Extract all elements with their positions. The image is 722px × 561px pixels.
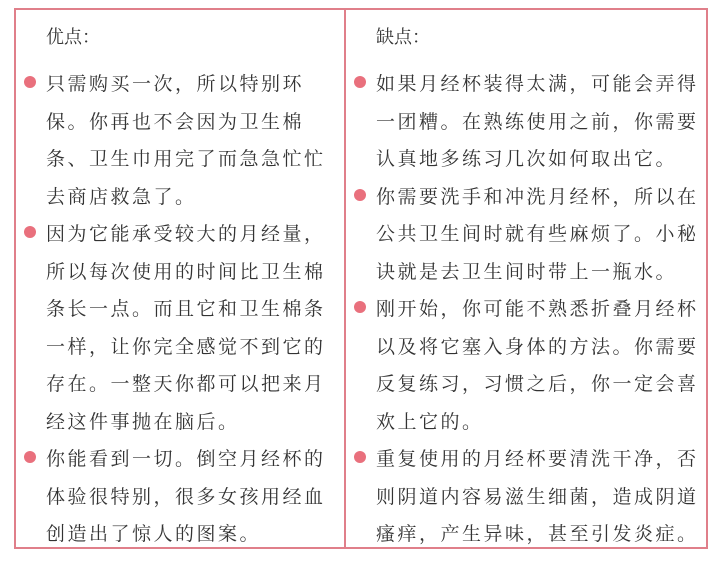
- pros-item-text: 因为它能承受较大的月经量， 所以每次使用的时间比卫生棉 条长一点。而且它和卫生棉条 一样，让你完全感觉不到它的 存在。一整天你都可以把来月 经这件事抛在脑后。: [46, 223, 326, 433]
- pros-item: [16, 66, 344, 216]
- cons-item: [346, 66, 706, 179]
- bullet-dot-icon: [354, 301, 366, 313]
- pros-item-text: 你能看到一切。倒空月经杯的 体验很特别，很多女孩用经血 创造出了惊人的图案。: [46, 448, 326, 545]
- pros-item-text: 只需购买一次，所以特别环 保。你再也不会因为卫生棉 条、卫生巾用完了而急急忙忙 去商店救急了。: [46, 73, 326, 208]
- pros-list: [16, 66, 344, 554]
- bullet-dot-icon: [354, 189, 366, 201]
- cons-item-text: 你需要洗手和冲洗月经杯，所以在 公共卫生间时就有些麻烦了。小秘 诀就是去卫生间时带上一瓶水。: [376, 185, 699, 283]
- pros-item: [16, 441, 344, 554]
- cons-item: [346, 179, 706, 292]
- bullet-dot-icon: [24, 226, 36, 238]
- pros-heading: 优点：: [46, 27, 100, 48]
- cons-item: [346, 441, 706, 554]
- cons-list: [346, 66, 706, 554]
- cons-heading: 缺点：: [376, 27, 430, 48]
- cons-item-text: 刚开始，你可能不熟悉折叠月经杯 以及将它塞入身体的方法。你需要 反复练习，习惯之后，你一定会喜 欢上它的。: [376, 298, 699, 433]
- bullet-dot-icon: [354, 76, 366, 88]
- bullet-dot-icon: [24, 451, 36, 463]
- pros-item: [16, 216, 344, 441]
- bullet-dot-icon: [354, 451, 366, 463]
- cons-item-text: 如果月经杯装得太满，可能会弄得 一团糟。在熟练使用之前，你需要 认真地多练习几次如何取出它。: [376, 73, 699, 170]
- cons-item-text: 重复使用的月经杯要清洗干净，否 则阴道内容易滋生细菌，造成阴道 瘙痒，产生异味，甚至引发炎症。: [376, 448, 699, 545]
- cons-item: [346, 291, 706, 441]
- bullet-dot-icon: [24, 76, 36, 88]
